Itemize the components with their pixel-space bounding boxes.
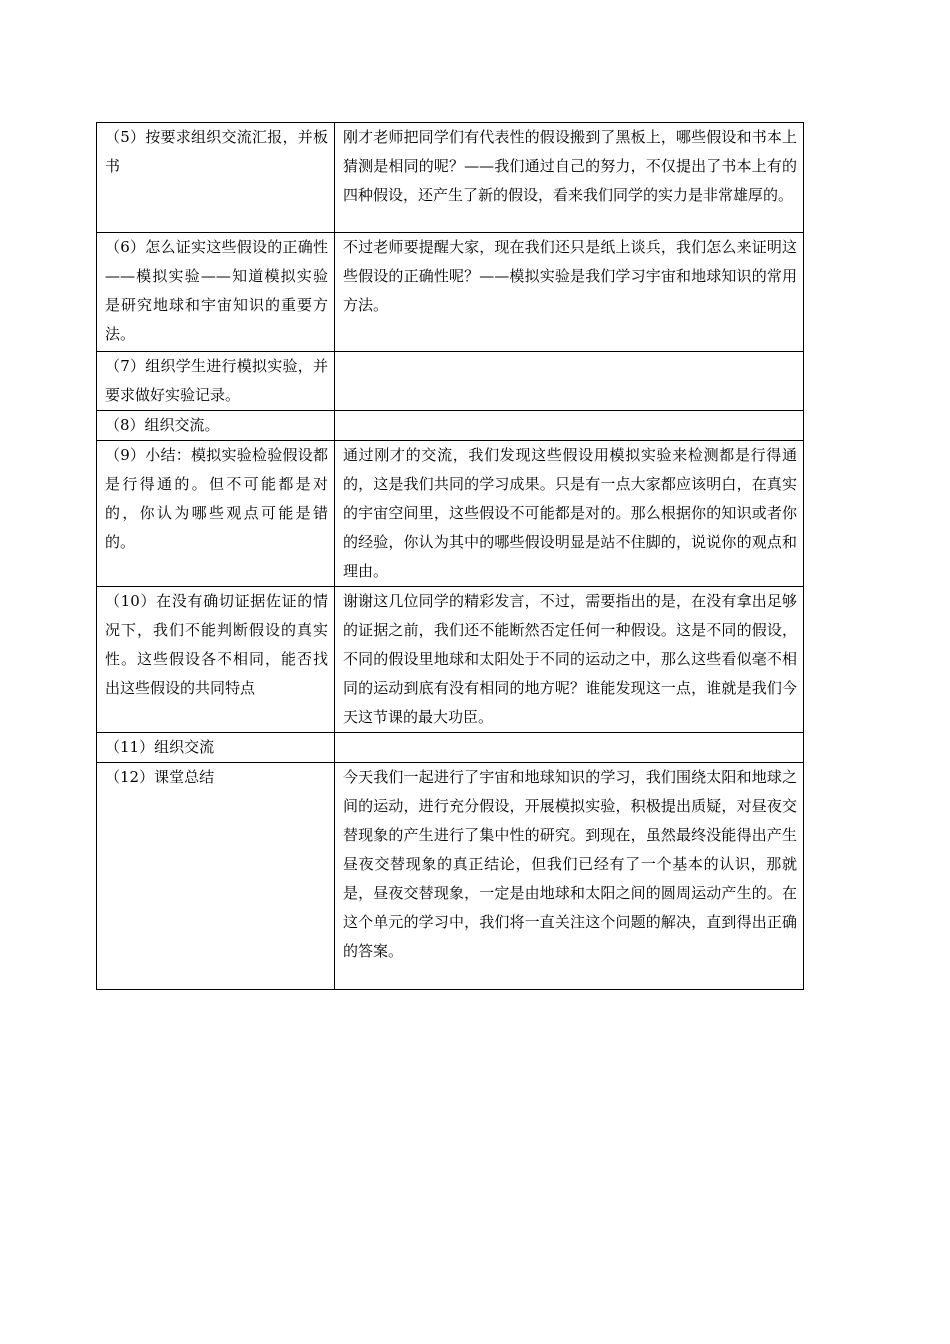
table-row <box>97 123 804 233</box>
step-cell: （10）在没有确切证据佐证的情况下，我们不能判断假设的真实性。这些假设各不相同，能否找出这些假设的共同特点 <box>97 587 335 733</box>
step-cell: （12）课堂总结 <box>97 763 335 990</box>
teacher-talk-cell <box>335 733 804 763</box>
teacher-talk-cell: 不过老师要提醒大家，现在我们还只是纸上谈兵，我们怎么来证明这些假设的正确性呢？——模拟实验是我们学习宇宙和地球知识的常用方法。 <box>335 233 804 352</box>
step-cell: （7）组织学生进行模拟实验，并要求做好实验记录。 <box>97 352 335 411</box>
step-cell: （9）小结：模拟实验检验假设都是行得通的。但不可能都是对的，你认为哪些观点可能是错的。 <box>97 441 335 587</box>
table-row <box>97 763 804 990</box>
step-cell: （11）组织交流 <box>97 733 335 763</box>
table-row <box>97 411 804 441</box>
lesson-plan-table <box>96 122 804 990</box>
step-cell: （8）组织交流。 <box>97 411 335 441</box>
step-cell: （6）怎么证实这些假设的正确性——模拟实验——知道模拟实验是研究地球和宇宙知识的重要方法。 <box>97 233 335 352</box>
table-row <box>97 352 804 411</box>
teacher-talk-cell: 今天我们一起进行了宇宙和地球知识的学习，我们围绕太阳和地球之间的运动，进行充分假设，开展模拟实验，积极提出质疑，对昼夜交替现象的产生进行了集中性的研究。到现在，虽然最终没能得出产生昼夜交替现象的真正结论，但我们已经有了一个基本的认识，那就是，昼夜交替现象，一定是由地球和太阳之间的圆周运动产生的。在这个单元的学习中，我们将一直关注这个问题的解决，直到得出正确的答案。 <box>335 763 804 990</box>
teacher-talk-cell: 刚才老师把同学们有代表性的假设搬到了黑板上，哪些假设和书本上猜测是相同的呢？——我们通过自己的努力，不仅提出了书本上有的四种假设，还产生了新的假设，看来我们同学的实力是非常雄厚的。 <box>335 123 804 233</box>
table-row <box>97 733 804 763</box>
teacher-talk-cell: 谢谢这几位同学的精彩发言，不过，需要指出的是，在没有拿出足够的证据之前，我们还不能断然否定任何一种假设。这是不同的假设，不同的假设里地球和太阳处于不同的运动之中，那么这些看似毫不相同的运动到底有没有相同的地方呢？谁能发现这一点，谁就是我们今天这节课的最大功臣。 <box>335 587 804 733</box>
teacher-talk-cell <box>335 411 804 441</box>
table-row <box>97 587 804 733</box>
step-cell: （5）按要求组织交流汇报，并板书 <box>97 123 335 233</box>
table-row <box>97 441 804 587</box>
teacher-talk-cell <box>335 352 804 411</box>
table-row <box>97 233 804 352</box>
teacher-talk-cell: 通过刚才的交流，我们发现这些假设用模拟实验来检测都是行得通的，这是我们共同的学习成果。只是有一点大家都应该明白，在真实的宇宙空间里，这些假设不可能都是对的。那么根据你的知识或者你的经验，你认为其中的哪些假设明显是站不住脚的，说说你的观点和理由。 <box>335 441 804 587</box>
